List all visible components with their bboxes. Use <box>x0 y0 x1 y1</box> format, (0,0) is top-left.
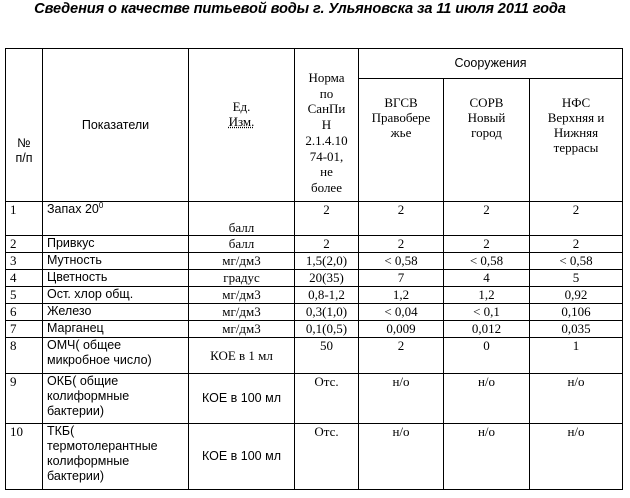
cell-vgsv: н/о <box>359 424 444 490</box>
header-vgsv: ВГСВ Правобере жье <box>359 79 444 202</box>
cell-nfs: 2 <box>530 236 623 253</box>
cell-name: Привкус <box>43 236 189 253</box>
cell-sorv: 0 <box>444 338 530 374</box>
cell-vgsv: 7 <box>359 270 444 287</box>
cell-vgsv: 2 <box>359 202 444 236</box>
cell-unit: КОЕ в 100 мл <box>189 374 295 424</box>
cell-sorv: < 0,58 <box>444 253 530 270</box>
table-row <box>6 236 623 253</box>
cell-num: 4 <box>6 270 43 287</box>
cell-name: Ост. хлор общ. <box>43 287 189 304</box>
header-sorv: СОРВ Новый город <box>444 79 530 202</box>
cell-unit: мг/дм3 <box>189 304 295 321</box>
cell-name: Цветность <box>43 270 189 287</box>
cell-nfs: 5 <box>530 270 623 287</box>
cell-vgsv: < 0,04 <box>359 304 444 321</box>
cell-name: Железо <box>43 304 189 321</box>
cell-name: Марганец <box>43 321 189 338</box>
cell-norm: 0,3(1,0) <box>295 304 359 321</box>
page-title: Сведения о качестве питьевой воды г. Ульяновска за 11 июля 2011 года <box>34 1 566 17</box>
cell-unit: балл <box>189 202 295 236</box>
cell-unit: мг/дм3 <box>189 253 295 270</box>
cell-vgsv: 2 <box>359 236 444 253</box>
header-norm: Норма по СанПи Н 2.1.4.10 74-01, не более <box>295 49 359 202</box>
cell-sorv: 2 <box>444 202 530 236</box>
table-row <box>6 287 623 304</box>
cell-name: ТКБ( термотолерантные колиформные бактерии) <box>43 424 189 490</box>
table-row <box>6 321 623 338</box>
cell-num: 10 <box>6 424 43 490</box>
cell-vgsv: 1,2 <box>359 287 444 304</box>
table-row <box>6 270 623 287</box>
header-nfs: НФС Верхняя и Нижняя террасы <box>530 79 623 202</box>
cell-vgsv: < 0,58 <box>359 253 444 270</box>
cell-nfs: < 0,58 <box>530 253 623 270</box>
cell-norm: 0,8-1,2 <box>295 287 359 304</box>
cell-num: 2 <box>6 236 43 253</box>
header-indicators: Показатели <box>43 49 189 202</box>
cell-sorv: н/о <box>444 424 530 490</box>
cell-nfs: 2 <box>530 202 623 236</box>
cell-name: ОКБ( общие колиформные бактерии) <box>43 374 189 424</box>
cell-nfs: н/о <box>530 424 623 490</box>
cell-nfs: 1 <box>530 338 623 374</box>
water-quality-table <box>5 48 623 490</box>
table-row <box>6 304 623 321</box>
cell-name: ОМЧ( общее микробное число) <box>43 338 189 374</box>
cell-num: 8 <box>6 338 43 374</box>
header-num: № п/п <box>6 49 43 202</box>
table-row <box>6 253 623 270</box>
cell-norm: 2 <box>295 202 359 236</box>
cell-sorv: 0,012 <box>444 321 530 338</box>
cell-num: 5 <box>6 287 43 304</box>
cell-unit: КОЕ в 100 мл <box>189 424 295 490</box>
cell-norm: 50 <box>295 338 359 374</box>
cell-unit: балл <box>189 236 295 253</box>
cell-sorv: < 0,1 <box>444 304 530 321</box>
cell-num: 6 <box>6 304 43 321</box>
cell-norm: 2 <box>295 236 359 253</box>
cell-num: 7 <box>6 321 43 338</box>
cell-nfs: 0,035 <box>530 321 623 338</box>
cell-norm: Отс. <box>295 424 359 490</box>
table-row <box>6 424 623 490</box>
cell-vgsv: 0,009 <box>359 321 444 338</box>
table-row <box>6 374 623 424</box>
cell-num: 9 <box>6 374 43 424</box>
cell-sorv: н/о <box>444 374 530 424</box>
cell-sorv: 2 <box>444 236 530 253</box>
header-unit: Ед. Изм. <box>189 49 295 202</box>
cell-norm: 1,5(2,0) <box>295 253 359 270</box>
cell-unit: мг/дм3 <box>189 321 295 338</box>
cell-name: Мутность <box>43 253 189 270</box>
cell-num: 3 <box>6 253 43 270</box>
cell-sorv: 4 <box>444 270 530 287</box>
cell-num: 1 <box>6 202 43 236</box>
cell-norm: 20(35) <box>295 270 359 287</box>
cell-norm: Отс. <box>295 374 359 424</box>
header-facilities: Сооружения <box>359 49 623 79</box>
cell-vgsv: н/о <box>359 374 444 424</box>
table-row <box>6 338 623 374</box>
cell-name: Запах $20^0$ <box>43 202 189 236</box>
cell-unit: КОЕ в 1 мл <box>189 338 295 374</box>
cell-sorv: 1,2 <box>444 287 530 304</box>
cell-unit: мг/дм3 <box>189 287 295 304</box>
cell-nfs: н/о <box>530 374 623 424</box>
cell-nfs: 0,106 <box>530 304 623 321</box>
cell-nfs: 0,92 <box>530 287 623 304</box>
cell-norm: 0,1(0,5) <box>295 321 359 338</box>
cell-unit: градус <box>189 270 295 287</box>
cell-vgsv: 2 <box>359 338 444 374</box>
table-row <box>6 202 623 236</box>
